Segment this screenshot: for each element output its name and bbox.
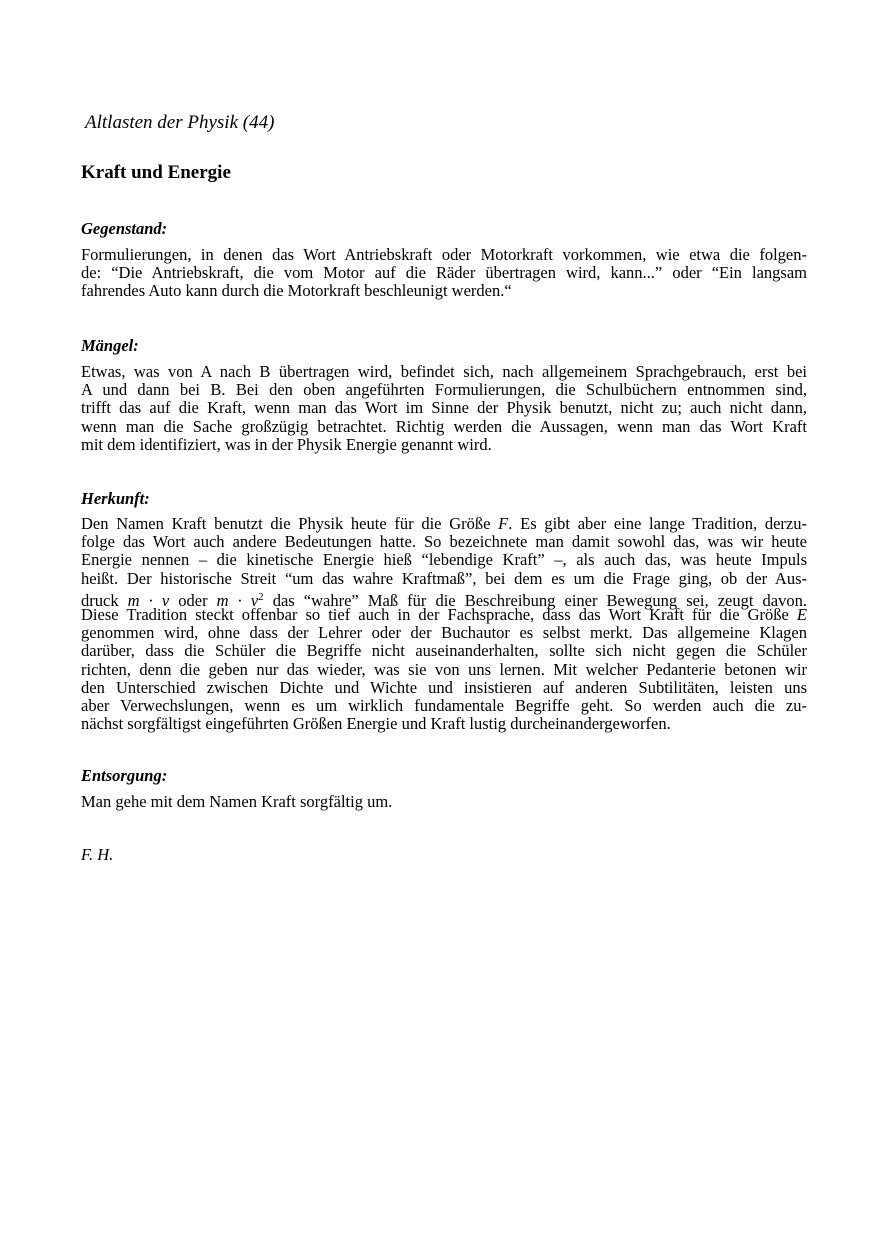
paragraph-entsorgung [81,793,807,811]
text-run: Den Namen Kraft benutzt die Physik heute für die Größe [81,514,499,533]
text-run: . Es gibt aber eine lange Tradition, derzu- [508,514,807,533]
author-signature: F. H. [81,845,114,864]
herkunft-line [81,588,807,610]
herkunft-line: darüber, dass die Schüler die Begriffe nicht auseinanderhalten, sollte sich nicht gegen die Schüler [81,641,807,661]
herkunft-line: Energie nennen – die kinetische Energie hieß “lebendige Kraft” –, als auch das, was heute Impuls [81,550,807,570]
paragraph-gegenstand [81,246,807,301]
formula-vis-viva: m · v [216,590,259,610]
maengel-line: A und dann bei B. Bei den oben angeführten Formulierungen, die Schulbüchern entnommen sind, [81,380,807,400]
herkunft-line: nächst sorgfältigst eingeführten Größen Energie und Kraft lustig durcheinandergeworfen. [81,714,671,734]
herkunft-line: den Unterschied zwischen Dichte und Wichte und insistieren auf anderen Subtilitäten, leisten uns [81,677,807,697]
heading-entsorgung: Entsorgung: [81,766,168,785]
herkunft-line [81,515,807,533]
gegenstand-line: fahrendes Auto kann durch die Motorkraft beschleunigt werden.“ [81,281,512,301]
herkunft-line: aber Verwechslungen, wenn es um wirklich fundamentale Begriffe geht. So werden auch die zu- [81,695,807,715]
text-run: oder [169,590,217,610]
gegenstand-line: de: “Die Antriebskraft, die vom Motor auf die Räder übertragen wird, kann...” oder “Ein langsam [81,263,807,283]
herkunft-line: richten, denn die geben nur das wieder, was sie von uns lernen. Mit welcher Pedanterie betonen wir [81,659,807,679]
herkunft-line: genommen wird, ohne dass der Lehrer oder der Buchautor es selbst merkt. Das allgemeine Klagen [81,623,807,643]
text-run: Diese Tradition steckt offenbar so tief auch in der Fachsprache, dass das Wort Kraft für die Größe [81,604,797,624]
symbol-energy: E [796,604,807,624]
herkunft-line: folge das Wort auch andere Bedeutungen hatte. So bezeichnete man damit sowohl das, was wir heute [81,532,807,552]
maengel-line: Etwas, was von A nach B übertragen wird, befindet sich, nach allgemeinem Sprachgebrauch, erst bei [81,362,807,381]
series-title: Altlasten der Physik (44) [85,112,275,133]
herkunft-line: heißt. Der historische Streit “um das wahre Kraftmaß”, bei dem es um die Frage ging, ob der Aus- [81,568,807,588]
gegenstand-line: Formulierungen, in denen das Wort Antriebskraft oder Motorkraft vorkommen, wie etwa die folgen- [81,245,807,264]
heading-gegenstand: Gegenstand: [81,219,168,238]
maengel-line: mit dem identifiziert, was in der Physik Energie genannt wird. [81,434,492,454]
article-title: Kraft und Energie [81,162,231,183]
formula-momentum: m · v [127,590,170,610]
entsorgung-line: Man gehe mit dem Namen Kraft sorgfältig um. [81,792,393,811]
maengel-line: wenn man die Sache großzügig betrachtet. Richtig werden die Aussagen, wenn man das Wort Kraft [81,416,807,436]
text-run: das “wahre” Maß für die Beschreibung einer Bewegung sei, zeugt davon. [263,590,807,610]
symbol-force: F [498,514,509,533]
heading-maengel: Mängel: [81,336,139,355]
text-run: druck [81,590,128,610]
paragraph-maengel [81,363,807,454]
formula-exponent: 2 [258,590,264,603]
herkunft-line [81,606,807,624]
heading-herkunft: Herkunft: [81,489,150,508]
maengel-line: trifft das auf die Kraft, wenn man das Wort im Sinne der Physik benutzt, nicht zu; auch nicht dann, [81,398,807,418]
paragraph-herkunft [81,515,807,733]
